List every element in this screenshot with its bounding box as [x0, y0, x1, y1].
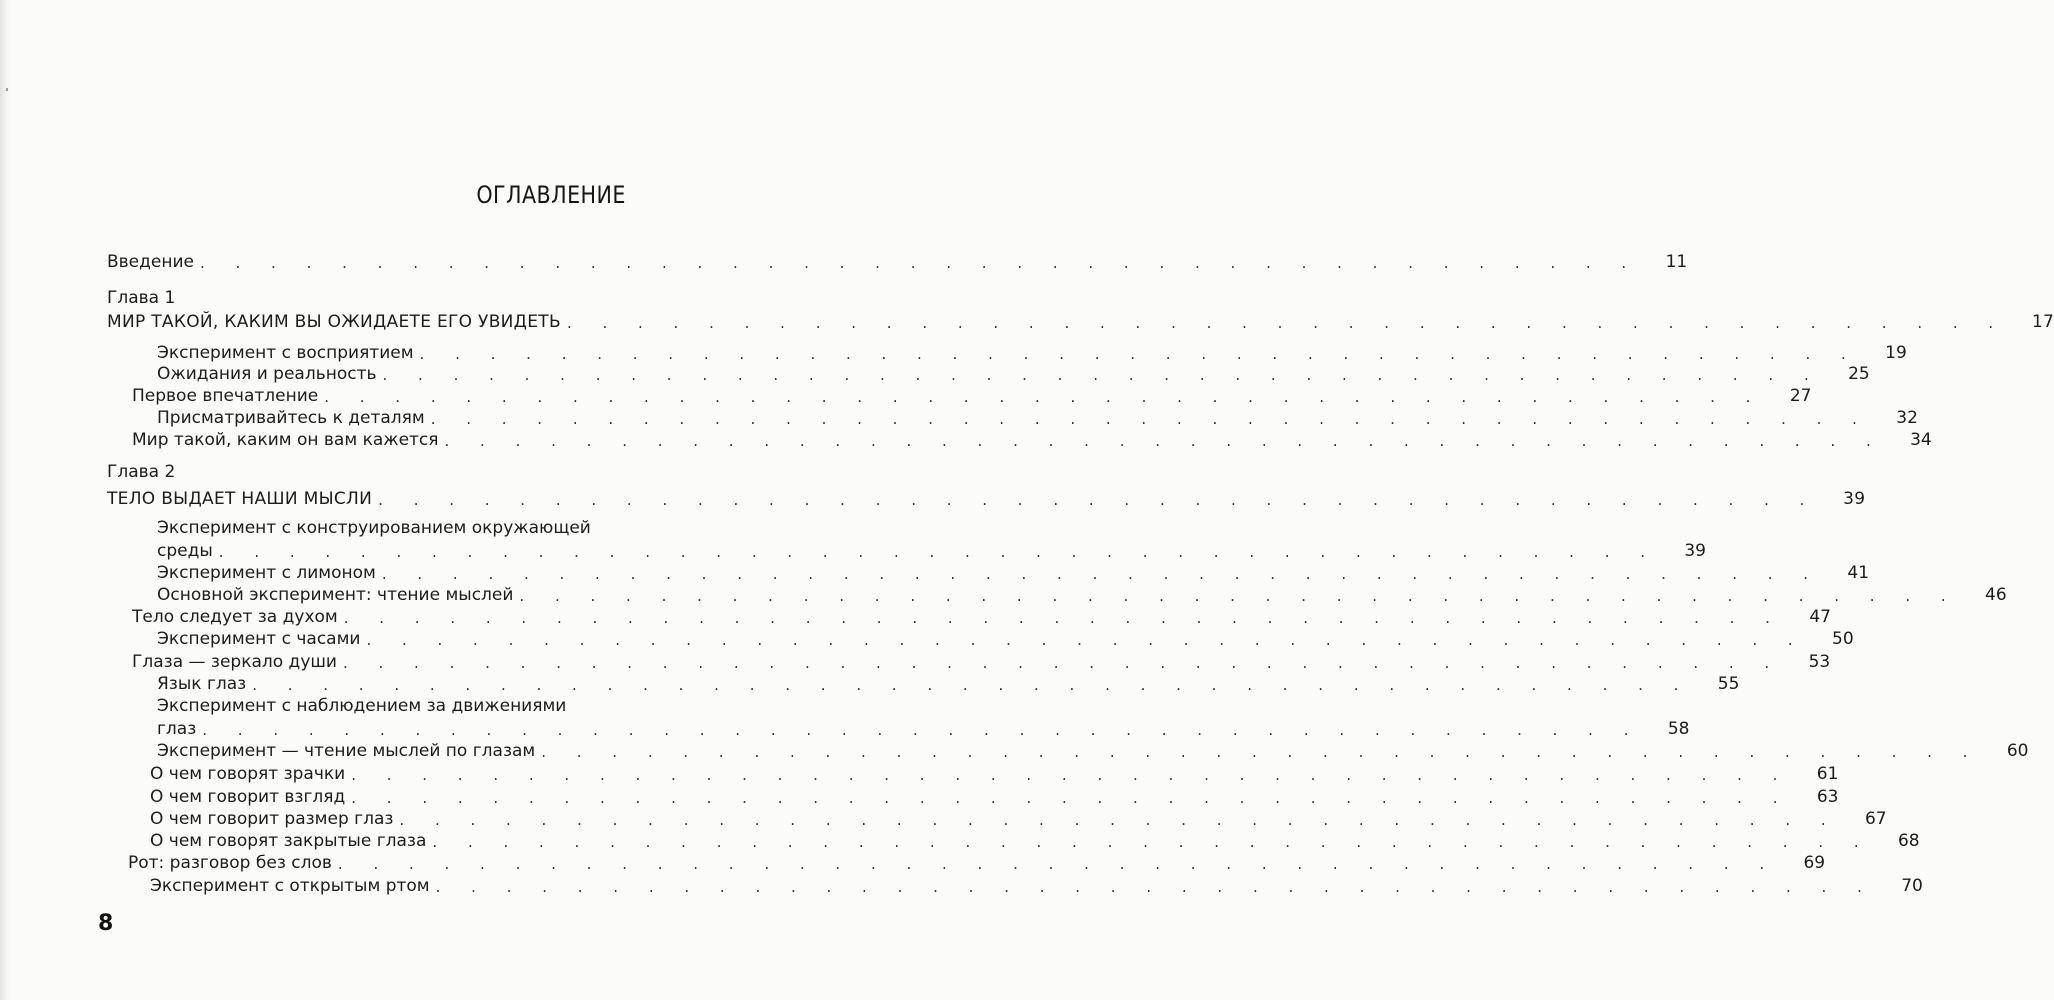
toc-entry-title: Рот: разговор без слов — [128, 853, 332, 873]
toc-entry-page: 11 — [1665, 252, 1688, 272]
toc-entry[interactable] — [128, 851, 1826, 873]
toc-entry[interactable] — [157, 739, 2029, 761]
toc-entry[interactable] — [157, 406, 1918, 428]
toc-entry[interactable] — [157, 341, 1907, 363]
toc-entry-title-line1: Эксперимент с конструированием окружающей — [157, 518, 591, 538]
dot-leader: . . . . . . . . . . . . . . . . . . . . . . . . . . . . . . . . . . . . . . . . . — [252, 676, 1692, 694]
toc-entry-page: 70 — [1901, 876, 1923, 896]
dot-leader: . . . . . . . . . . . . . . . . . . . . . . . . . . . . . . . . . . . . . . . . . — [399, 811, 1839, 829]
dot-leader: . . . . . . . . . . . . . . . . . . . . . . . . . . . . . . . . . . . . . . . . . — [324, 388, 1764, 406]
toc-entry-title: Мир такой, каким он вам кажется — [132, 430, 439, 450]
page-number: 8 — [98, 911, 114, 936]
toc-entry[interactable] — [157, 583, 2007, 605]
dot-leader: . . . . . . . . . . . . . . . . . . . . . . . . . . . . . . . . . . . . . . . . . — [432, 833, 1872, 851]
toc-entry-title: Глаза — зеркало души — [132, 652, 337, 672]
toc-entry-title: Основной эксперимент: чтение мыслей — [157, 585, 514, 605]
toc-entry-page: 39 — [1684, 541, 1706, 561]
toc-entry[interactable] — [157, 717, 1690, 739]
toc-entry-page: 27 — [1789, 386, 1812, 406]
toc-entry[interactable] — [150, 829, 1920, 851]
toc-entry-title: МИР ТАКОЙ, КАКИМ ВЫ ОЖИДАЕТЕ ЕГО УВИДЕТЬ — [107, 312, 561, 332]
toc-entry-title-line1: Эксперимент с наблюдением за движениями — [157, 696, 567, 716]
toc-entry-page: 61 — [1816, 764, 1839, 784]
toc-entry[interactable] — [132, 650, 1831, 672]
toc-entry-page: 50 — [1832, 629, 1854, 649]
toc-entry-page: 53 — [1808, 652, 1831, 672]
dot-leader: . . . . . . . . . . . . . . . . . . . . . . . . . . . . . . . . . . . . . . . . . — [566, 314, 2007, 332]
toc-entry-title: О чем говорит взгляд — [150, 787, 346, 807]
toc-entry-intro[interactable] — [107, 250, 1688, 272]
toc-entry-title: О чем говорят закрытые глаза — [150, 831, 427, 851]
dot-leader: . . . . . . . . . . . . . . . . . . . . . . . . . . . . . . . . . . . . . . . . . — [435, 878, 1875, 896]
toc-entry-title: Присматривайтесь к деталям — [157, 408, 425, 428]
toc-entry-page: 19 — [1885, 343, 1907, 363]
toc-entry-page: 46 — [1985, 585, 2007, 605]
dot-leader: . . . . . . . . . . . . . . . . . . . . . . . . . . . . . . . . . . . . . . . . . — [444, 432, 1884, 450]
toc-entry-page: 67 — [1864, 809, 1887, 829]
toc-entry-title: Язык глаз — [157, 674, 247, 694]
toc-entry-title: Эксперимент с восприятием — [157, 343, 414, 363]
toc-entry-title: Введение — [107, 252, 194, 272]
chapter-1-label: Глава 1 — [107, 288, 176, 308]
toc-entry-title: глаз — [157, 719, 197, 739]
toc-entry[interactable] — [150, 762, 1839, 784]
dot-leader: . . . . . . . . . . . . . . . . . . . . . . . . . . . . . . . . . . . . . . . . . — [351, 789, 1791, 807]
dot-leader: . . . . . . . . . . . . . . . . . . . . . . . . . . . . . . . . . . . . . . . . . — [337, 855, 1778, 873]
toc-entry-title: Тело следует за духом — [132, 607, 338, 627]
dot-leader: . . . . . . . . . . . . . . . . . . . . . . . . . . . . . . . . . . . . . . . . . — [343, 609, 1783, 627]
toc-entry[interactable] — [150, 874, 1923, 896]
toc-entry-title: Эксперимент с часами — [157, 629, 361, 649]
page-title: ОГЛАВЛЕНИЕ — [476, 181, 626, 209]
toc-entry-page: 39 — [1843, 489, 1866, 509]
toc-entry[interactable] — [157, 561, 1870, 583]
toc-entry[interactable] — [150, 807, 1887, 829]
toc-entry-page: 63 — [1816, 787, 1839, 807]
toc-entry[interactable] — [157, 362, 1870, 384]
toc-entry-page: 47 — [1809, 607, 1831, 627]
toc-entry-title: Эксперимент — чтение мыслей по глазам — [157, 741, 536, 761]
toc-entry-page: 41 — [1847, 563, 1870, 583]
toc-entry-page: 69 — [1803, 853, 1826, 873]
dot-leader: . . . . . . . . . . . . . . . . . . . . . . . . . . . . . . . . . . . . . . . . . — [541, 743, 1981, 761]
dot-leader: . . . . . . . . . . . . . . . . . . . . . . . . . . . . . . . . . . . . . . . . . — [382, 366, 1822, 384]
toc-entry-title: среды — [157, 541, 213, 561]
toc-entry[interactable] — [150, 785, 1839, 807]
toc-entry-title: Эксперимент с лимоном — [157, 563, 376, 583]
toc-entry[interactable] — [132, 384, 1812, 406]
toc-entry-chapter-1[interactable] — [107, 310, 2054, 332]
toc-entry-page: 55 — [1717, 674, 1740, 694]
toc-entry-page: 25 — [1848, 364, 1870, 384]
toc-entry[interactable] — [157, 627, 1854, 649]
toc-entry-chapter-2[interactable] — [107, 487, 1866, 509]
toc-entry-page: 32 — [1896, 408, 1918, 428]
toc-entry-title: Эксперимент с открытым ртом — [150, 876, 430, 896]
dot-leader: . . . . . . . . . . . . . . . . . . . . . . . . . . . . . . . . . . . . . . . . . — [366, 631, 1806, 649]
chapter-2-label: Глава 2 — [107, 462, 176, 482]
dot-leader: . . . . . . . . . . . . . . . . . . . . . . . . . . . . . . . . . . . . . . . . . — [351, 766, 1791, 784]
toc-entry-page: 34 — [1910, 430, 1932, 450]
toc-entry[interactable] — [157, 539, 1706, 561]
toc-entry-page: 58 — [1667, 719, 1690, 739]
toc-entry-title: О чем говорит размер глаз — [150, 809, 394, 829]
toc-entry-title: О чем говорят зрачки — [150, 764, 346, 784]
toc-entry-page: 68 — [1897, 831, 1920, 851]
dot-leader: . . . . . . . . . . . . . . . . . . . . . . . . . . . . . . . . . . . . . . . . . — [202, 721, 1642, 739]
dot-leader: . . . . . . . . . . . . . . . . . . . . . . . . . . . . . . . . . . . . . . . . . — [378, 491, 1818, 509]
dot-leader: . . . . . . . . . . . . . . . . . . . . . . . . . . . . . . . . . . . . . . . . . — [218, 543, 1658, 561]
toc-entry[interactable] — [132, 605, 1831, 627]
dot-leader: . . . . . . . . . . . . . . . . . . . . . . . . . . . . . . . . . . . . . . . . . — [519, 587, 1959, 605]
toc-entry-title: Первое впечатление — [132, 386, 319, 406]
toc-entry[interactable] — [132, 428, 1932, 450]
dot-leader: . . . . . . . . . . . . . . . . . . . . . . . . . . . . . . . . . . . . . . . . . — [199, 254, 1640, 272]
toc-entry-title: ТЕЛО ВЫДАЕТ НАШИ МЫСЛИ — [107, 489, 373, 509]
toc-entry-title: Ожидания и реальность — [157, 364, 377, 384]
dot-leader: . . . . . . . . . . . . . . . . . . . . . . . . . . . . . . . . . . . . . . . . . — [419, 345, 1859, 363]
toc-entry-page: 17 — [2031, 312, 2054, 332]
dot-leader: . . . . . . . . . . . . . . . . . . . . . . . . . . . . . . . . . . . . . . . . . — [381, 565, 1822, 583]
dot-leader: . . . . . . . . . . . . . . . . . . . . . . . . . . . . . . . . . . . . . . . . . — [430, 410, 1870, 428]
dot-leader: . . . . . . . . . . . . . . . . . . . . . . . . . . . . . . . . . . . . . . . . . — [342, 654, 1783, 672]
toc-entry-page: 60 — [2006, 741, 2029, 761]
toc-entry[interactable] — [157, 672, 1740, 694]
